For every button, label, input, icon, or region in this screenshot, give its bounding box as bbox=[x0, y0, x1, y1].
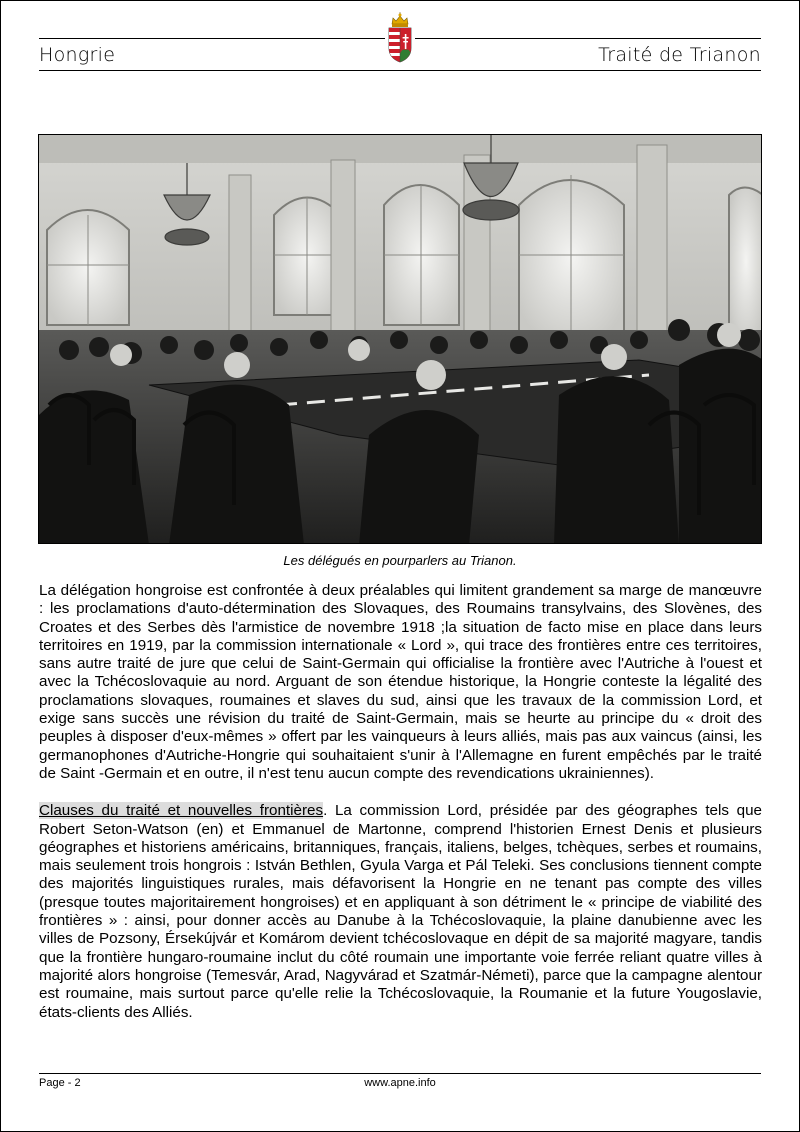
section-heading: Clauses du traité et nouvelles frontières bbox=[39, 802, 324, 820]
article-body bbox=[39, 582, 762, 1041]
header-rule-left bbox=[39, 38, 385, 39]
photo-caption: Les délégués en pourparlers au Trianon. bbox=[283, 553, 517, 568]
conference-room-photo bbox=[38, 134, 762, 544]
header-rule-right bbox=[415, 38, 761, 39]
footer-divider bbox=[39, 1073, 761, 1074]
paragraph-1: La délégation hongroise est confrontée à deux préalables qui limitent grandement sa marge de manœuvre : les proclamations d'auto-détermination des Slovaques, des Roumains transylvains, des Slovènes, des Croates et des Serbes dès l'armistice de novembre 1918 ;la situation de facto mise en place dans leurs territoires en 1919, par la commission internationale « Lord », qui trace des frontières entre ces territoires, sans autre traité de jure que celui de Saint-Germain qui officialise la frontière avec l'Autriche à l'ouest et avec la Tchécoslovaquie au nord. Arguant de son étendue historique, la Hongrie conteste la légalité des proclamations slovaques, roumaines et slaves du sud, ainsi que les travaux de la commission Lord, et exige sans succès une révision du traité de Saint-Germain, mais se heurte au principe du « droit des peuples à disposer d'eux-mêmes » offert par les vainqueurs à leurs alliés, mais pas aux vaincus (ainsi, les germanophones d'Autriche-Hongrie qui souhaitaient s'unir à l'Allemagne en furent empêchés par le traité de Saint -Germain et en outre, il n'est tenu aucun compte des revendications ukrainiennes). bbox=[39, 582, 762, 782]
header-right-title: Traité de Trianon bbox=[598, 44, 761, 66]
hungarian-coat-of-arms-icon bbox=[387, 12, 413, 64]
paragraph-2-text: . La commission Lord, présidée par des géographes tels que Robert Seton-Watson (en) et Emmanuel de Martonne, comprend l'historien Ernest Denis et plusieurs géographes et historiens américains, britanniques, français, italiens, belges, tchèques, serbes et roumains, mais seulement trois hongrois : István Bethlen, Gyula Varga et Pál Teleki. Ses conclusions tiennent compte des majorités linguistiques rurales, mais défavorisent la Hongrie en ne tenant pas compte des villes (presque toutes majoritairement hongroises) et en appliquant à son détriment le « principe de viabilité des frontières » : ainsi, pour donner accès au Danube à la Tchécoslovaquie, la plaine danubienne avec les villes de Pozsony, Érsekújvár et Komárom devient tchécoslovaque en dépit de sa majorité magyare, tandis que la frontière hungaro-roumaine inclut du côté roumain une importante voie ferrée reliant quatre villes à majorité alors hongroise (Temesvár, Arad, Nagyvárad et Szatmár-Németi), parce que la campagne alentour est roumaine, mais surtout parce qu'elle relie la Tchécoslovaquie, la Roumanie et la future Yougoslavie, états-clients des Alliés. bbox=[39, 802, 762, 1021]
conference-room-illustration bbox=[39, 135, 762, 544]
page-number: Page - 2 bbox=[39, 1077, 81, 1089]
footer-website: www.apne.info bbox=[364, 1077, 436, 1089]
header-left-title: Hongrie bbox=[39, 44, 116, 66]
paragraph-2 bbox=[39, 802, 762, 1022]
header-divider bbox=[39, 70, 761, 71]
